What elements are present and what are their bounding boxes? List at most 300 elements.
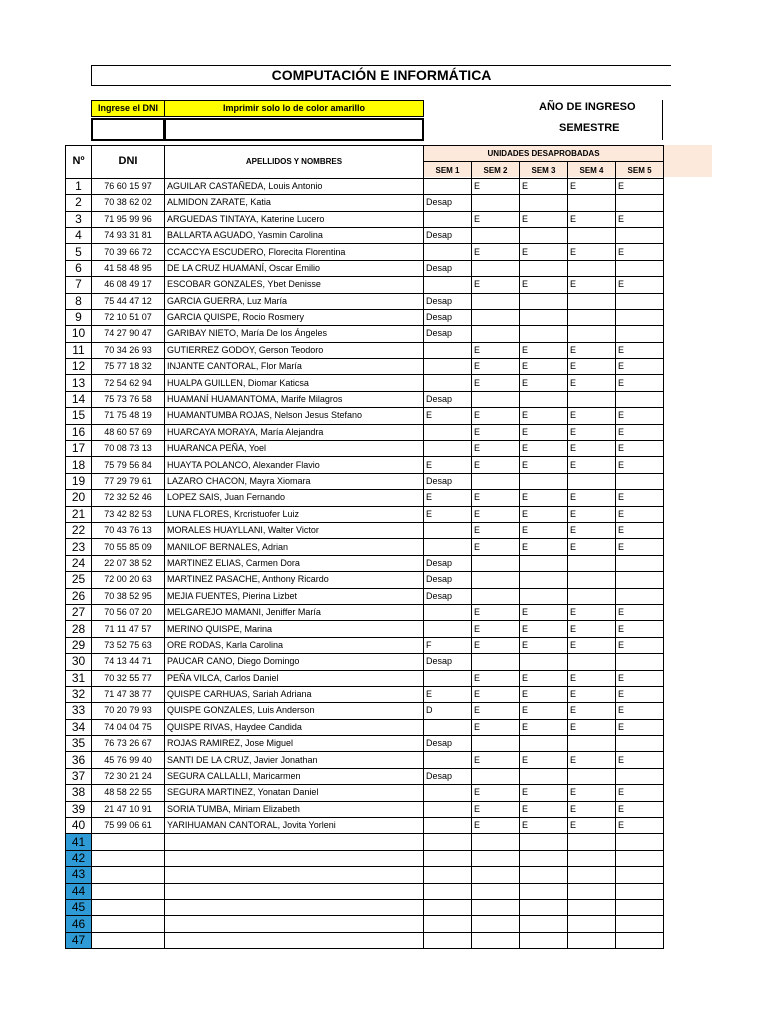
sem4-cell[interactable]: [568, 473, 616, 489]
sem1-cell[interactable]: [424, 899, 472, 915]
name-cell[interactable]: LUNA FLORES, Krcristuofer Luiz: [165, 506, 424, 522]
dni-cell[interactable]: 71 47 38 77: [92, 686, 165, 702]
sem1-cell[interactable]: [424, 932, 472, 948]
sem5-cell[interactable]: [616, 932, 664, 948]
sem5-cell[interactable]: [616, 834, 664, 850]
sem4-cell[interactable]: E: [568, 375, 616, 391]
dni-cell[interactable]: [92, 932, 165, 948]
sem5-cell[interactable]: E: [616, 686, 664, 702]
sem5-cell[interactable]: E: [616, 211, 664, 227]
sem3-cell[interactable]: [520, 654, 568, 670]
row-number[interactable]: 20: [66, 490, 92, 506]
sem2-cell[interactable]: E: [472, 539, 520, 555]
row-number[interactable]: 16: [66, 424, 92, 440]
dni-cell[interactable]: 70 38 62 02: [92, 195, 165, 211]
sem3-cell[interactable]: E: [520, 457, 568, 473]
name-cell[interactable]: MANILOF BERNALES, Adrian: [165, 539, 424, 555]
sem5-cell[interactable]: E: [616, 359, 664, 375]
sem4-cell[interactable]: E: [568, 522, 616, 538]
sem2-cell[interactable]: [472, 227, 520, 243]
sem1-cell[interactable]: [424, 342, 472, 358]
sem3-cell[interactable]: E: [520, 801, 568, 817]
sem5-cell[interactable]: E: [616, 506, 664, 522]
sem5-cell[interactable]: [616, 473, 664, 489]
sem5-cell[interactable]: E: [616, 801, 664, 817]
row-number[interactable]: 41: [66, 834, 92, 850]
dni-cell[interactable]: 46 08 49 17: [92, 277, 165, 293]
dni-cell[interactable]: [92, 834, 165, 850]
sem1-cell[interactable]: [424, 818, 472, 834]
sem2-cell[interactable]: E: [472, 686, 520, 702]
sem1-cell[interactable]: D: [424, 703, 472, 719]
sem2-cell[interactable]: E: [472, 424, 520, 440]
sem3-cell[interactable]: E: [520, 441, 568, 457]
sem1-cell[interactable]: [424, 539, 472, 555]
row-number[interactable]: 24: [66, 555, 92, 571]
name-cell[interactable]: MARTINEZ ELIAS, Carmen Dora: [165, 555, 424, 571]
sem5-cell[interactable]: [616, 260, 664, 276]
sem3-cell[interactable]: E: [520, 539, 568, 555]
sem4-cell[interactable]: [568, 391, 616, 407]
sem3-cell[interactable]: [520, 195, 568, 211]
row-number[interactable]: 8: [66, 293, 92, 309]
sem3-cell[interactable]: E: [520, 375, 568, 391]
sem1-cell[interactable]: E: [424, 490, 472, 506]
dni-cell[interactable]: [92, 883, 165, 899]
dni-cell[interactable]: 74 27 90 47: [92, 326, 165, 342]
name-cell[interactable]: PEÑA VILCA, Carlos Daniel: [165, 670, 424, 686]
dni-cell[interactable]: 70 34 26 93: [92, 342, 165, 358]
dni-cell[interactable]: 45 76 99 40: [92, 752, 165, 768]
sem3-cell[interactable]: [520, 227, 568, 243]
name-cell[interactable]: CCACCYA ESCUDERO, Florecita Florentina: [165, 244, 424, 260]
sem2-cell[interactable]: [472, 916, 520, 932]
sem5-cell[interactable]: [616, 195, 664, 211]
sem4-cell[interactable]: [568, 260, 616, 276]
sem3-cell[interactable]: E: [520, 244, 568, 260]
row-number[interactable]: 26: [66, 588, 92, 604]
sem5-cell[interactable]: E: [616, 408, 664, 424]
name-cell[interactable]: HUARANCA PEÑA, Yoel: [165, 441, 424, 457]
sem1-cell[interactable]: [424, 178, 472, 194]
sem2-cell[interactable]: [472, 293, 520, 309]
row-number[interactable]: 19: [66, 473, 92, 489]
sem3-cell[interactable]: E: [520, 178, 568, 194]
sem2-cell[interactable]: [472, 260, 520, 276]
dni-cell[interactable]: 74 04 04 75: [92, 719, 165, 735]
name-cell[interactable]: BALLARTA AGUADO, Yasmin Carolina: [165, 227, 424, 243]
sem4-cell[interactable]: [568, 555, 616, 571]
sem3-cell[interactable]: E: [520, 785, 568, 801]
sem1-cell[interactable]: E: [424, 506, 472, 522]
dni-cell[interactable]: 72 30 21 24: [92, 768, 165, 784]
row-number[interactable]: 45: [66, 899, 92, 915]
sem1-cell[interactable]: Desap: [424, 768, 472, 784]
sem4-cell[interactable]: E: [568, 752, 616, 768]
sem5-cell[interactable]: [616, 867, 664, 883]
sem3-cell[interactable]: E: [520, 359, 568, 375]
sem1-cell[interactable]: Desap: [424, 572, 472, 588]
sem3-cell[interactable]: [520, 473, 568, 489]
name-cell[interactable]: ROJAS RAMIREZ, Jose Miguel: [165, 736, 424, 752]
sem4-cell[interactable]: [568, 309, 616, 325]
name-cell[interactable]: QUISPE CARHUAS, Sariah Adriana: [165, 686, 424, 702]
sem3-cell[interactable]: [520, 293, 568, 309]
sem3-cell[interactable]: [520, 768, 568, 784]
dni-cell[interactable]: 71 95 99 96: [92, 211, 165, 227]
sem2-cell[interactable]: [472, 391, 520, 407]
row-number[interactable]: 11: [66, 342, 92, 358]
name-cell[interactable]: MARTINEZ PASACHE, Anthony Ricardo: [165, 572, 424, 588]
sem5-cell[interactable]: E: [616, 719, 664, 735]
sem5-cell[interactable]: E: [616, 342, 664, 358]
sem2-cell[interactable]: E: [472, 178, 520, 194]
sem2-cell[interactable]: E: [472, 621, 520, 637]
dni-cell[interactable]: 77 29 79 61: [92, 473, 165, 489]
sem5-cell[interactable]: [616, 391, 664, 407]
row-number[interactable]: 43: [66, 867, 92, 883]
sem3-cell[interactable]: [520, 932, 568, 948]
sem4-cell[interactable]: E: [568, 785, 616, 801]
sem2-cell[interactable]: [472, 768, 520, 784]
sem1-cell[interactable]: [424, 916, 472, 932]
sem5-cell[interactable]: E: [616, 818, 664, 834]
sem1-cell[interactable]: [424, 522, 472, 538]
name-cell[interactable]: MEJIA FUENTES, Pierina Lizbet: [165, 588, 424, 604]
sem1-cell[interactable]: [424, 244, 472, 260]
row-number[interactable]: 15: [66, 408, 92, 424]
sem2-cell[interactable]: [472, 899, 520, 915]
sem3-cell[interactable]: E: [520, 490, 568, 506]
sem3-cell[interactable]: E: [520, 424, 568, 440]
sem5-cell[interactable]: [616, 883, 664, 899]
row-number[interactable]: 2: [66, 195, 92, 211]
sem1-cell[interactable]: [424, 719, 472, 735]
sem2-cell[interactable]: E: [472, 785, 520, 801]
dni-cell[interactable]: 71 75 48 19: [92, 408, 165, 424]
sem4-cell[interactable]: E: [568, 441, 616, 457]
sem4-cell[interactable]: [568, 834, 616, 850]
name-cell[interactable]: HUAYTA POLANCO, Alexander Flavio: [165, 457, 424, 473]
sem2-cell[interactable]: E: [472, 752, 520, 768]
sem1-cell[interactable]: [424, 424, 472, 440]
sem5-cell[interactable]: [616, 572, 664, 588]
dni-cell[interactable]: 41 58 48 95: [92, 260, 165, 276]
sem2-cell[interactable]: [472, 850, 520, 866]
row-number[interactable]: 18: [66, 457, 92, 473]
row-number[interactable]: 27: [66, 604, 92, 620]
sem5-cell[interactable]: [616, 588, 664, 604]
sem5-cell[interactable]: E: [616, 621, 664, 637]
sem1-cell[interactable]: Desap: [424, 195, 472, 211]
sem1-cell[interactable]: Desap: [424, 260, 472, 276]
sem1-cell[interactable]: Desap: [424, 654, 472, 670]
sem4-cell[interactable]: E: [568, 359, 616, 375]
sem4-cell[interactable]: E: [568, 703, 616, 719]
sem2-cell[interactable]: E: [472, 408, 520, 424]
sem1-cell[interactable]: Desap: [424, 326, 472, 342]
row-number[interactable]: 31: [66, 670, 92, 686]
dni-input[interactable]: [91, 118, 165, 141]
sem2-cell[interactable]: E: [472, 506, 520, 522]
sem2-cell[interactable]: E: [472, 637, 520, 653]
sem2-cell[interactable]: E: [472, 703, 520, 719]
sem4-cell[interactable]: [568, 850, 616, 866]
row-number[interactable]: 32: [66, 686, 92, 702]
sem4-cell[interactable]: E: [568, 719, 616, 735]
dni-cell[interactable]: 71 11 47 57: [92, 621, 165, 637]
dni-cell[interactable]: 21 47 10 91: [92, 801, 165, 817]
dni-cell[interactable]: 70 56 07 20: [92, 604, 165, 620]
sem2-cell[interactable]: E: [472, 670, 520, 686]
row-number[interactable]: 46: [66, 916, 92, 932]
sem5-cell[interactable]: [616, 654, 664, 670]
sem3-cell[interactable]: E: [520, 818, 568, 834]
sem3-cell[interactable]: [520, 260, 568, 276]
sem4-cell[interactable]: E: [568, 670, 616, 686]
sem3-cell[interactable]: E: [520, 522, 568, 538]
name-cell[interactable]: HUAMANÍ HUAMANTOMA, Marife Milagros: [165, 391, 424, 407]
sem4-cell[interactable]: E: [568, 621, 616, 637]
sem2-cell[interactable]: E: [472, 719, 520, 735]
sem4-cell[interactable]: E: [568, 801, 616, 817]
sem1-cell[interactable]: [424, 883, 472, 899]
sem4-cell[interactable]: E: [568, 686, 616, 702]
name-cell[interactable]: MERINO QUISPE, Marina: [165, 621, 424, 637]
row-number[interactable]: 34: [66, 719, 92, 735]
name-cell[interactable]: ORE RODAS, Karla Carolina: [165, 637, 424, 653]
sem5-cell[interactable]: E: [616, 277, 664, 293]
sem3-cell[interactable]: E: [520, 686, 568, 702]
sem3-cell[interactable]: E: [520, 670, 568, 686]
row-number[interactable]: 23: [66, 539, 92, 555]
sem2-cell[interactable]: E: [472, 375, 520, 391]
dni-cell[interactable]: 75 77 18 32: [92, 359, 165, 375]
sem5-cell[interactable]: E: [616, 670, 664, 686]
sem2-cell[interactable]: [472, 736, 520, 752]
sem1-cell[interactable]: Desap: [424, 293, 472, 309]
sem4-cell[interactable]: [568, 588, 616, 604]
name-cell[interactable]: [165, 916, 424, 932]
sem2-cell[interactable]: E: [472, 244, 520, 260]
sem2-cell[interactable]: [472, 588, 520, 604]
sem3-cell[interactable]: E: [520, 211, 568, 227]
sem5-cell[interactable]: E: [616, 457, 664, 473]
sem1-cell[interactable]: Desap: [424, 555, 472, 571]
dni-cell[interactable]: 70 08 73 13: [92, 441, 165, 457]
sem2-cell[interactable]: E: [472, 457, 520, 473]
sem1-cell[interactable]: Desap: [424, 227, 472, 243]
sem5-cell[interactable]: E: [616, 490, 664, 506]
sem1-cell[interactable]: E: [424, 686, 472, 702]
sem4-cell[interactable]: [568, 736, 616, 752]
dni-cell[interactable]: 75 73 76 58: [92, 391, 165, 407]
row-number[interactable]: 7: [66, 277, 92, 293]
sem2-cell[interactable]: E: [472, 490, 520, 506]
dni-cell[interactable]: 70 55 85 09: [92, 539, 165, 555]
sem5-cell[interactable]: E: [616, 703, 664, 719]
sem1-cell[interactable]: [424, 801, 472, 817]
sem2-cell[interactable]: E: [472, 277, 520, 293]
row-number[interactable]: 33: [66, 703, 92, 719]
sem3-cell[interactable]: [520, 588, 568, 604]
sem4-cell[interactable]: [568, 932, 616, 948]
name-cell[interactable]: SEGURA CALLALLI, Maricarmen: [165, 768, 424, 784]
sem1-cell[interactable]: F: [424, 637, 472, 653]
sem2-cell[interactable]: [472, 473, 520, 489]
row-number[interactable]: 1: [66, 178, 92, 194]
name-cell[interactable]: QUISPE GONZALES, Luis Anderson: [165, 703, 424, 719]
sem4-cell[interactable]: [568, 768, 616, 784]
sem3-cell[interactable]: E: [520, 506, 568, 522]
sem4-cell[interactable]: [568, 654, 616, 670]
sem4-cell[interactable]: E: [568, 457, 616, 473]
sem2-cell[interactable]: [472, 654, 520, 670]
name-output-field[interactable]: [164, 118, 424, 141]
sem2-cell[interactable]: [472, 867, 520, 883]
sem1-cell[interactable]: Desap: [424, 473, 472, 489]
sem2-cell[interactable]: E: [472, 604, 520, 620]
sem4-cell[interactable]: [568, 916, 616, 932]
row-number[interactable]: 17: [66, 441, 92, 457]
name-cell[interactable]: SORIA TUMBA, Miriam Elizabeth: [165, 801, 424, 817]
dni-cell[interactable]: 76 73 26 67: [92, 736, 165, 752]
sem1-cell[interactable]: Desap: [424, 736, 472, 752]
sem1-cell[interactable]: [424, 867, 472, 883]
sem1-cell[interactable]: Desap: [424, 588, 472, 604]
sem4-cell[interactable]: [568, 867, 616, 883]
sem3-cell[interactable]: [520, 916, 568, 932]
sem4-cell[interactable]: [568, 195, 616, 211]
sem2-cell[interactable]: E: [472, 211, 520, 227]
sem4-cell[interactable]: E: [568, 244, 616, 260]
row-number[interactable]: 10: [66, 326, 92, 342]
name-cell[interactable]: LOPEZ SAIS, Juan Fernando: [165, 490, 424, 506]
sem3-cell[interactable]: [520, 850, 568, 866]
row-number[interactable]: 9: [66, 309, 92, 325]
name-cell[interactable]: YARIHUAMAN CANTORAL, Jovita Yorleni: [165, 818, 424, 834]
sem1-cell[interactable]: Desap: [424, 309, 472, 325]
dni-cell[interactable]: 70 20 79 93: [92, 703, 165, 719]
name-cell[interactable]: [165, 932, 424, 948]
row-number[interactable]: 14: [66, 391, 92, 407]
sem2-cell[interactable]: E: [472, 342, 520, 358]
dni-cell[interactable]: 72 10 51 07: [92, 309, 165, 325]
sem5-cell[interactable]: E: [616, 375, 664, 391]
sem1-cell[interactable]: [424, 441, 472, 457]
row-number[interactable]: 35: [66, 736, 92, 752]
row-number[interactable]: 4: [66, 227, 92, 243]
sem4-cell[interactable]: E: [568, 178, 616, 194]
sem5-cell[interactable]: [616, 326, 664, 342]
sem2-cell[interactable]: [472, 834, 520, 850]
name-cell[interactable]: [165, 899, 424, 915]
sem2-cell[interactable]: E: [472, 441, 520, 457]
sem1-cell[interactable]: E: [424, 457, 472, 473]
sem4-cell[interactable]: E: [568, 539, 616, 555]
row-number[interactable]: 3: [66, 211, 92, 227]
row-number[interactable]: 30: [66, 654, 92, 670]
dni-cell[interactable]: 74 13 44 71: [92, 654, 165, 670]
row-number[interactable]: 13: [66, 375, 92, 391]
name-cell[interactable]: GARIBAY NIETO, María De los Ángeles: [165, 326, 424, 342]
sem1-cell[interactable]: Desap: [424, 391, 472, 407]
name-cell[interactable]: MORALES HUAYLLANI, Walter Victor: [165, 522, 424, 538]
sem5-cell[interactable]: [616, 916, 664, 932]
row-number[interactable]: 37: [66, 768, 92, 784]
dni-cell[interactable]: [92, 916, 165, 932]
name-cell[interactable]: MELGAREJO MAMANI, Jeniffer María: [165, 604, 424, 620]
sem3-cell[interactable]: E: [520, 277, 568, 293]
sem3-cell[interactable]: E: [520, 408, 568, 424]
name-cell[interactable]: LAZARO CHACON, Mayra Xiomara: [165, 473, 424, 489]
sem1-cell[interactable]: [424, 785, 472, 801]
name-cell[interactable]: [165, 850, 424, 866]
name-cell[interactable]: QUISPE RIVAS, Haydee Candida: [165, 719, 424, 735]
row-number[interactable]: 21: [66, 506, 92, 522]
sem5-cell[interactable]: [616, 555, 664, 571]
sem5-cell[interactable]: [616, 899, 664, 915]
sem2-cell[interactable]: E: [472, 818, 520, 834]
sem3-cell[interactable]: E: [520, 703, 568, 719]
dni-cell[interactable]: 72 00 20 63: [92, 572, 165, 588]
dni-cell[interactable]: 48 60 57 69: [92, 424, 165, 440]
sem5-cell[interactable]: [616, 850, 664, 866]
sem3-cell[interactable]: [520, 555, 568, 571]
dni-cell[interactable]: 75 44 47 12: [92, 293, 165, 309]
sem4-cell[interactable]: E: [568, 277, 616, 293]
sem3-cell[interactable]: [520, 326, 568, 342]
sem5-cell[interactable]: E: [616, 522, 664, 538]
sem5-cell[interactable]: E: [616, 424, 664, 440]
row-number[interactable]: 25: [66, 572, 92, 588]
sem3-cell[interactable]: E: [520, 719, 568, 735]
sem5-cell[interactable]: [616, 293, 664, 309]
name-cell[interactable]: GUTIERREZ GODOY, Gerson Teodoro: [165, 342, 424, 358]
sem5-cell[interactable]: E: [616, 752, 664, 768]
sem1-cell[interactable]: [424, 277, 472, 293]
sem1-cell[interactable]: [424, 375, 472, 391]
dni-cell[interactable]: 48 58 22 55: [92, 785, 165, 801]
sem4-cell[interactable]: E: [568, 342, 616, 358]
dni-cell[interactable]: 75 99 06 61: [92, 818, 165, 834]
name-cell[interactable]: HUALPA GUILLEN, Diomar Katicsa: [165, 375, 424, 391]
sem3-cell[interactable]: [520, 834, 568, 850]
dni-cell[interactable]: [92, 899, 165, 915]
name-cell[interactable]: PAUCAR CANO, Diego Domingo: [165, 654, 424, 670]
dni-cell[interactable]: 70 38 52 95: [92, 588, 165, 604]
sem5-cell[interactable]: E: [616, 244, 664, 260]
row-number[interactable]: 29: [66, 637, 92, 653]
name-cell[interactable]: ARGUEDAS TINTAYA, Katerine Lucero: [165, 211, 424, 227]
sem5-cell[interactable]: [616, 736, 664, 752]
name-cell[interactable]: DE LA CRUZ HUAMANÍ, Oscar Emilio: [165, 260, 424, 276]
name-cell[interactable]: SANTI DE LA CRUZ, Javier Jonathan: [165, 752, 424, 768]
sem4-cell[interactable]: E: [568, 604, 616, 620]
sem3-cell[interactable]: [520, 309, 568, 325]
sem5-cell[interactable]: E: [616, 178, 664, 194]
name-cell[interactable]: SEGURA MARTINEZ, Yonatan Daniel: [165, 785, 424, 801]
sem4-cell[interactable]: E: [568, 506, 616, 522]
name-cell[interactable]: HUARCAYA MORAYA, María Alejandra: [165, 424, 424, 440]
sem1-cell[interactable]: [424, 670, 472, 686]
row-number[interactable]: 47: [66, 932, 92, 948]
sem4-cell[interactable]: E: [568, 424, 616, 440]
row-number[interactable]: 40: [66, 818, 92, 834]
sem4-cell[interactable]: [568, 227, 616, 243]
row-number[interactable]: 12: [66, 359, 92, 375]
sem4-cell[interactable]: E: [568, 211, 616, 227]
